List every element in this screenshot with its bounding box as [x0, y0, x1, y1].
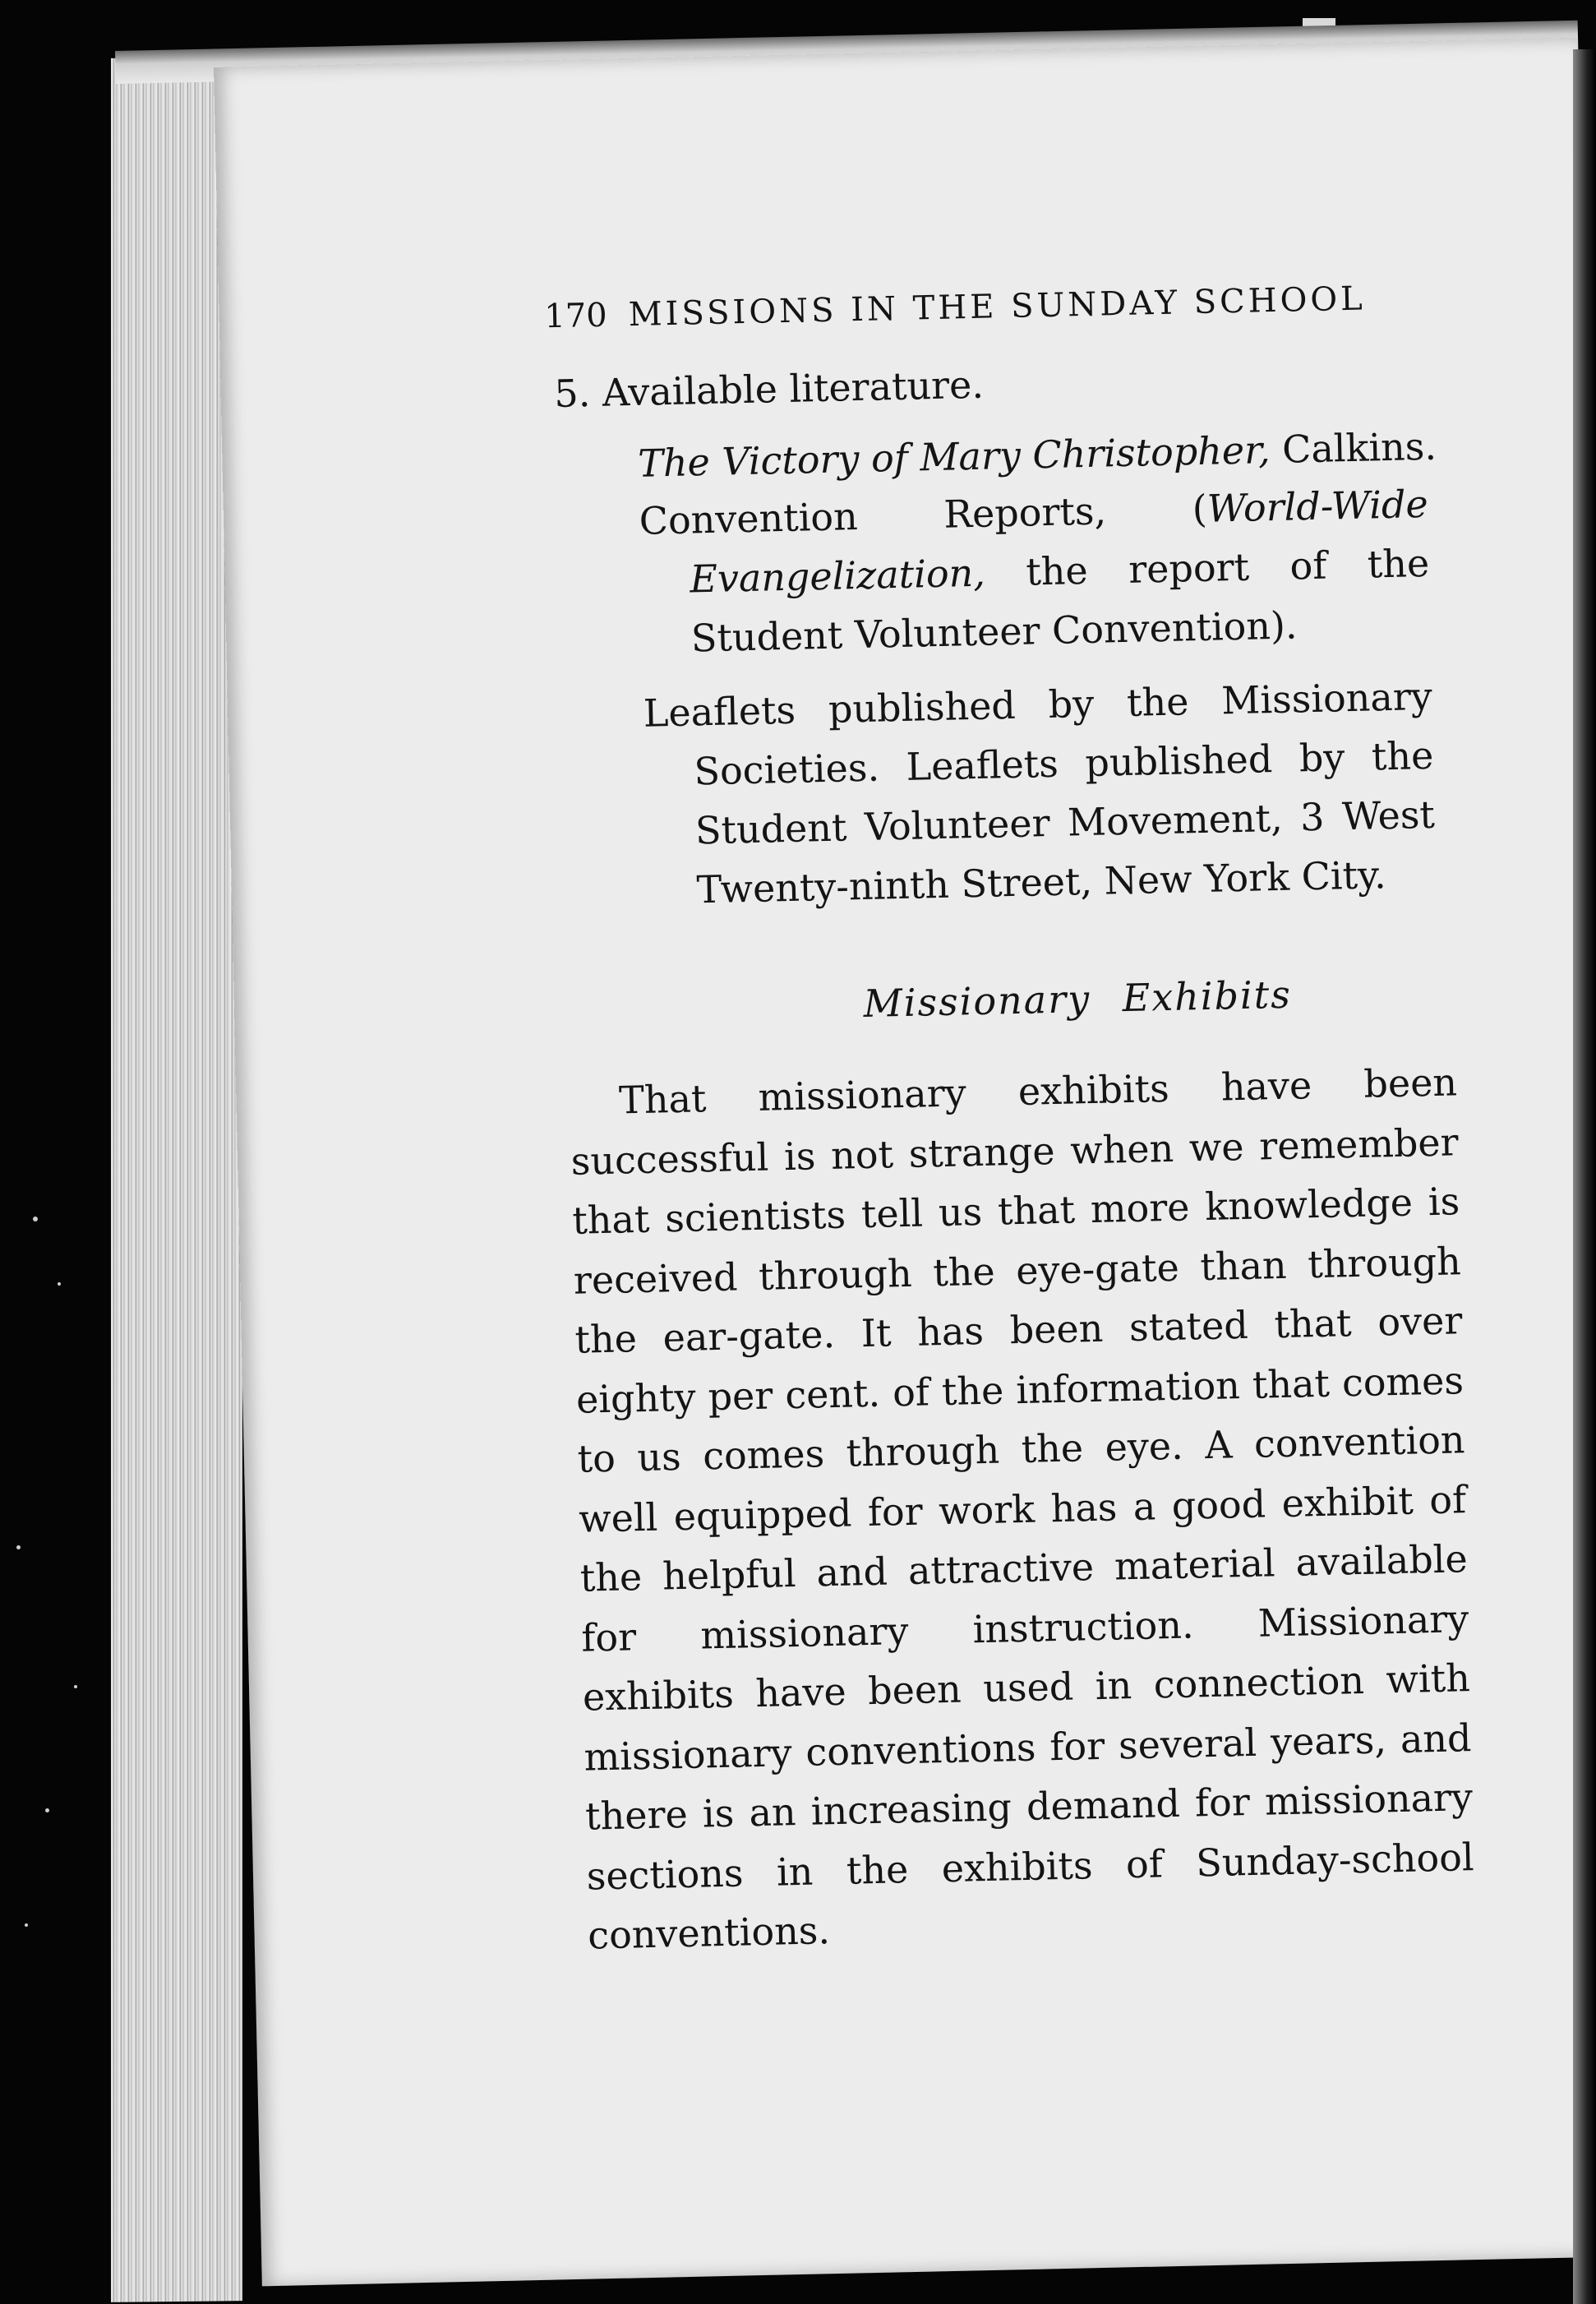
- literature-entry: [639, 474, 1431, 669]
- entry-author: Calkins.: [1269, 423, 1437, 473]
- entry-lead: Convention Reports, (: [639, 486, 1208, 543]
- section-subheading: Missionary Exhibits: [863, 972, 1293, 1027]
- entry-description: the report of the Student Volunteer Convention).: [690, 540, 1430, 661]
- running-title: MISSIONS IN THE SUNDAY SCHOOL: [628, 279, 1367, 335]
- page-number: 170: [543, 296, 608, 336]
- literature-heading: 5. Available literature.: [553, 362, 985, 417]
- entry-text: Leaflets published by the Missionary Societies. Leaflets published by the Student Volunteer Movement, 3 West Twenty-ninth Street, New York City.: [643, 673, 1436, 912]
- literature-entry: [643, 667, 1437, 921]
- entry-title: The Victory of Mary Christopher,: [637, 427, 1271, 486]
- right-edge-shadow: [1573, 49, 1596, 2304]
- body-paragraph: That missionary exhibits have been successful is not strange when we remember that scientists tell us that more knowledge is received through the eye-gate than through the ear-gate. It has been stated that over eighty per cent. of the information that comes to us comes through the eye. A convention well equipped for work has a good exhibit of the helpful and attractive material available for missionary instruction. Missionary exhibits have been used in connection with missionary conventions for several years, and there is an increasing demand for missionary sections in the exhibits of Sunday-school conventions.: [570, 1060, 1475, 1958]
- entry-title: World-Wide Evangelization,: [689, 481, 1429, 602]
